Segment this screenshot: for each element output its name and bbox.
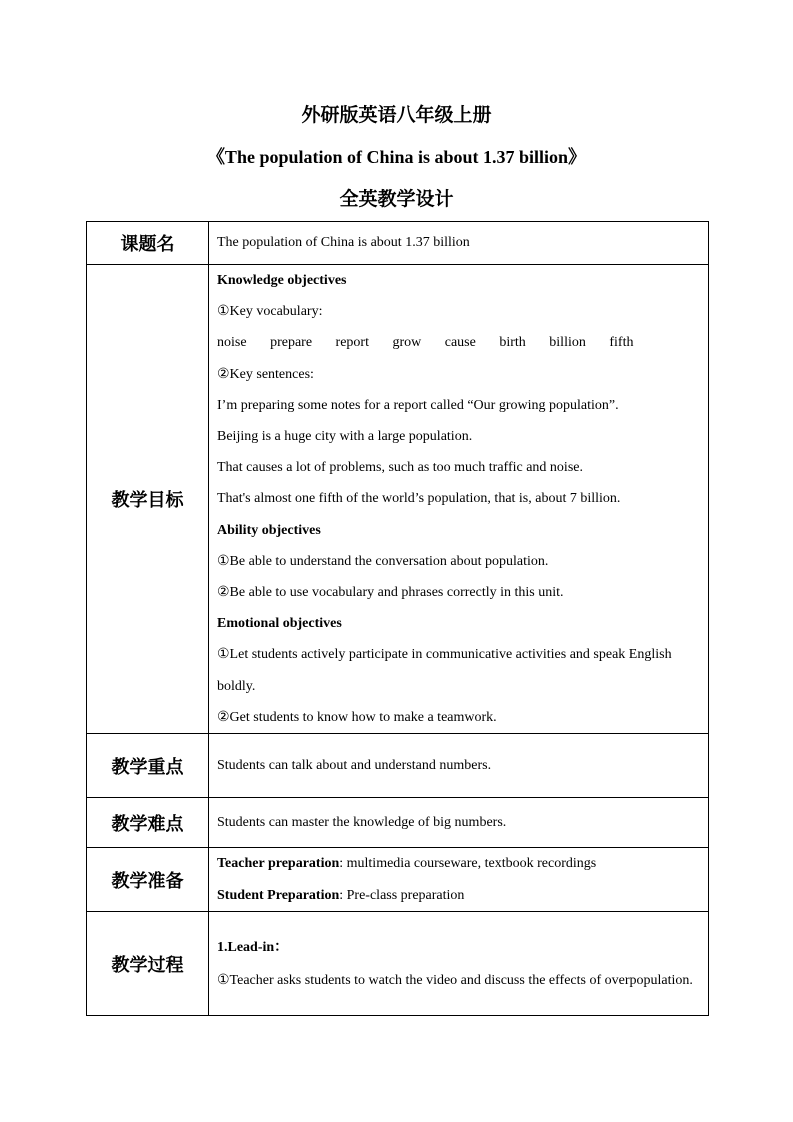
key-points-text: Students can talk about and understand numbers. [217,757,492,773]
ability-objectives-heading: Ability objectives [217,522,321,538]
knowledge-objectives-heading: Knowledge objectives [217,273,347,288]
student-preparation-value: : Pre-class preparation [339,887,465,903]
objectives-row [87,265,709,734]
difficult-points-text: Students can master the knowledge of big numbers. [217,814,507,830]
lesson-plan-table [86,221,709,1016]
key-points-value [209,734,709,798]
document-title: 外研版英语八年级上册 [301,104,492,126]
emotional-objective: ①Let students actively participate in communicative activities and speak English boldly. [217,647,672,694]
difficult-points-value [209,798,709,848]
vocab-word: birth [499,335,526,351]
emotional-objectives-heading: Emotional objectives [217,616,342,632]
lead-in-heading: 1.Lead-in： [217,939,289,955]
teacher-preparation-label: Teacher preparation [217,856,340,872]
vocab-word: noise [217,335,247,351]
process-row [87,912,709,1016]
teacher-preparation [217,848,700,879]
student-preparation [217,880,700,911]
key-points-label: 教学重点 [87,734,209,798]
key-sentence: That causes a lot of problems, such as too much traffic and noise. [217,460,583,476]
emotional-objective: ②Get students to know how to make a teamwork. [217,709,497,725]
document-header [0,104,793,210]
student-preparation-label: Student Preparation [217,887,340,903]
difficult-points-label: 教学难点 [87,798,209,848]
vocabulary-list [217,327,700,358]
objectives-label: 教学目标 [87,265,209,734]
process-content [209,912,709,1016]
vocab-word: fifth [609,335,634,351]
teacher-preparation-value: : multimedia courseware, textbook recordings [339,856,597,872]
ability-objective: ②Be able to use vocabulary and phrases correctly in this unit. [217,585,564,601]
key-points-row [87,734,709,798]
key-sentence: Beijing is a huge city with a large population. [217,429,473,445]
vocab-word: cause [444,335,476,351]
key-sentences-label: ②Key sentences: [217,366,314,382]
vocab-word: report [335,335,369,351]
lead-in-text: ①Teacher asks students to watch the video and discuss the effects of overpopulation. [217,972,693,988]
objectives-content [209,265,709,734]
difficult-points-row [87,798,709,848]
vocab-word: grow [392,335,422,351]
key-sentence: That's almost one fifth of the world’s population, that is, about 7 billion. [217,491,621,507]
topic-row [87,222,709,265]
key-vocabulary-label: ①Key vocabulary: [217,304,323,320]
document-subtitle: 全英教学设计 [339,188,454,210]
preparation-content [209,848,709,912]
topic-text: The population of China is about 1.37 billion [217,235,470,251]
lesson-title: 《The population of China is about 1.37 billion》 [206,147,587,167]
topic-label: 课题名 [87,222,209,265]
key-sentence: I’m preparing some notes for a report called “Our growing population”. [217,397,619,413]
process-label: 教学过程 [87,912,209,1016]
topic-value [209,222,709,265]
preparation-label: 教学准备 [87,848,209,912]
ability-objective: ①Be able to understand the conversation about population. [217,553,549,569]
vocab-word: billion [549,335,586,351]
vocab-word: prepare [270,335,313,351]
preparation-row [87,848,709,912]
